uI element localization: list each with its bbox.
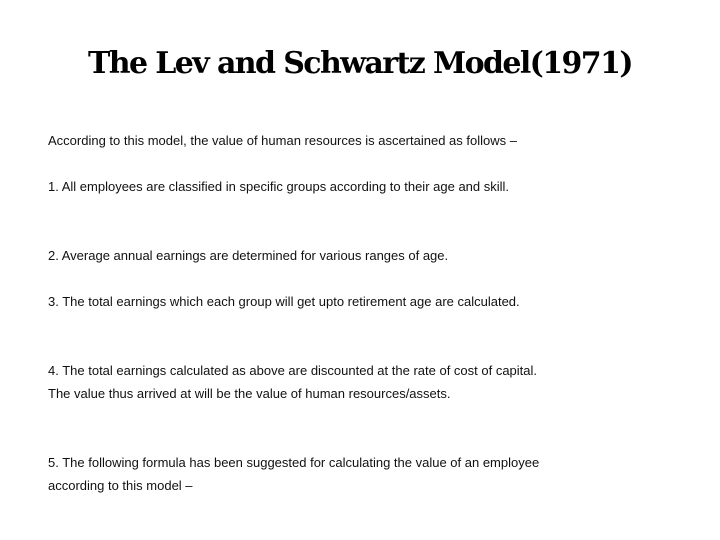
point-1: 1. All employees are classified in specific groups according to their age and skill.: [48, 179, 510, 194]
point-4: 4. The total earnings calculated as above are discounted at the rate of cost of capital. The value thus arrived at will be the value of human resources/assets.: [48, 363, 538, 401]
point-2: 2. Average annual earnings are determined for various ranges of age.: [48, 248, 449, 263]
point-3: 3. The total earnings which each group will get upto retirement age are calculated.: [48, 294, 520, 309]
intro-text: According to this model, the value of human resources is ascertained as follows –: [48, 133, 517, 148]
slide-title: The Lev and Schwartz Model(1971): [88, 46, 632, 81]
point-5: 5. The following formula has been suggested for calculating the value of an employee according to this model –: [48, 455, 540, 493]
